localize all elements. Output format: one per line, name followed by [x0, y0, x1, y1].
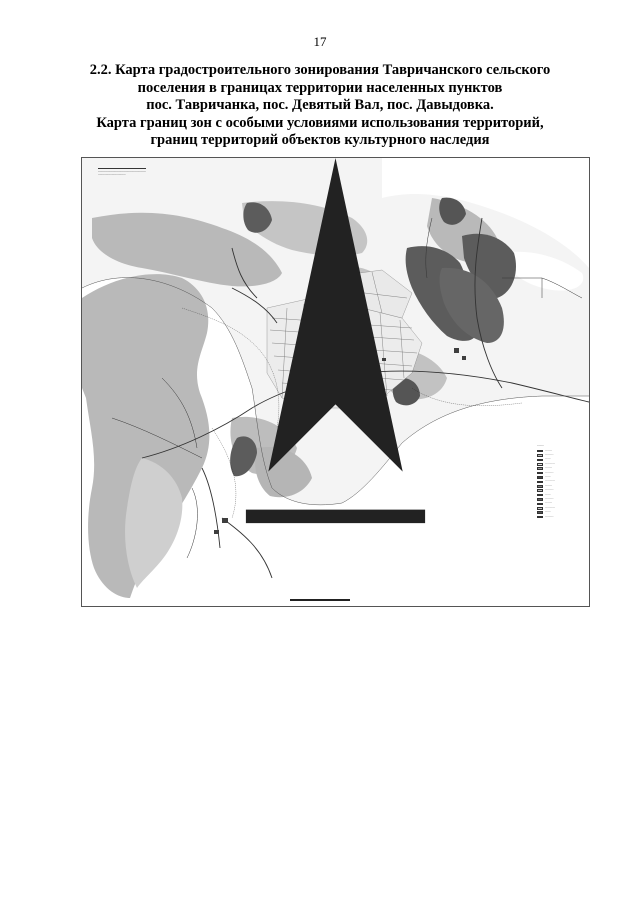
legend-label: ─────── — [545, 506, 555, 509]
legend-swatch — [537, 507, 543, 510]
legend-heading: ──── — [537, 444, 544, 447]
legend-swatch — [537, 503, 543, 506]
legend-label: ───── — [545, 502, 553, 505]
legend-swatch — [537, 472, 543, 475]
legend-label: ───── — [545, 467, 553, 470]
legend-swatch — [537, 450, 543, 453]
heading-line-4: Карта границ зон с особыми условиями использования территорий, — [96, 114, 544, 131]
heading-line-3: пос. Тавричанка, пос. Девятый Вал, пос. Давыдовка. — [146, 97, 494, 113]
legend-label: ───── — [545, 484, 553, 487]
map-subtitle-line: ────────────────────────── — [98, 170, 146, 174]
map-legend — [537, 444, 587, 519]
legend-swatch — [537, 463, 543, 466]
legend-swatch — [537, 454, 543, 457]
legend-swatch — [537, 481, 543, 484]
legend-label: ──── — [545, 493, 551, 496]
legend-label: ────── — [545, 497, 554, 500]
legend-swatch — [537, 467, 543, 470]
legend-row — [537, 515, 587, 519]
legend-swatch — [537, 459, 543, 462]
legend-label: ──── — [545, 476, 551, 479]
legend-swatch — [537, 516, 543, 519]
page-number: 17 — [313, 34, 327, 49]
legend-label: ──── — [545, 458, 551, 461]
document-heading — [40, 62, 600, 150]
legend-swatch — [537, 489, 543, 492]
legend-label: ─────── — [545, 462, 555, 465]
zoning-map — [81, 157, 590, 607]
heading-line-2: поселения в границах территории населенных пунктов — [137, 79, 503, 96]
map-title-line: ▬▬▬▬▬▬▬▬▬▬▬▬▬▬▬▬ — [98, 167, 146, 170]
legend-label: ────── — [545, 515, 554, 518]
heading-line-1: 2.2. Карта градостроительного зонирования Тавричанского сельского — [89, 62, 551, 78]
legend-label: ───── — [545, 449, 553, 452]
scale-bar-graphic — [290, 599, 350, 601]
legend-label: ────── — [545, 454, 554, 457]
legend-swatch — [537, 494, 543, 497]
legend-label: ────── — [545, 471, 554, 474]
legend-swatch — [537, 485, 543, 488]
legend-label: ─────── — [545, 480, 555, 483]
legend-label: ──── — [545, 511, 551, 514]
north-arrow-icon — [82, 158, 589, 606]
heading-line-5: границ территорий объектов культурного наследия — [150, 132, 490, 148]
map-note-line: ‐‐‐‐‐‐‐‐‐‐‐‐‐‐‐‐‐‐‐‐‐‐‐‐‐‐‐‐‐‐‐‐ — [98, 173, 126, 177]
legend-swatch — [537, 476, 543, 479]
legend-label: ────── — [545, 489, 554, 492]
legend-swatch — [537, 498, 543, 501]
scale-bar — [290, 595, 350, 603]
legend-swatch — [537, 511, 543, 514]
map-title-block — [98, 167, 328, 177]
